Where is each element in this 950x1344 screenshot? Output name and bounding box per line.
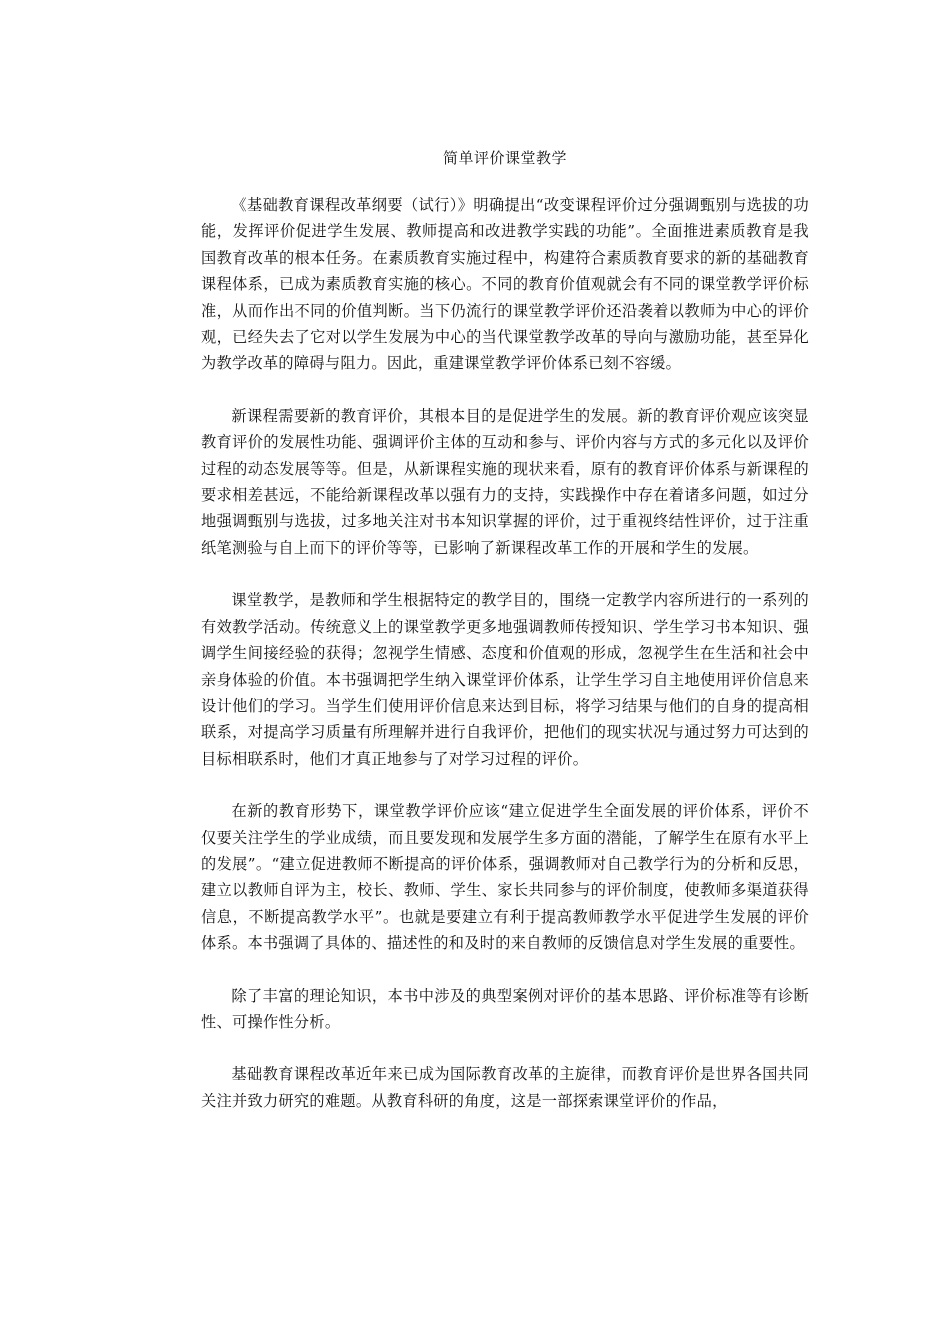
paragraph-5: 除了丰富的理论知识，本书中涉及的典型案例对评价的基本思路、评价标准等有诊断性、可操作性分析。 <box>201 986 809 1031</box>
paragraph-4: 在新的教育形势下，课堂教学评价应该“建立促进学生全面发展的评价体系，评价不仅要关注学生的学业成绩，而且要发现和发展学生多方面的潜能，了解学生在原有水平上的发展”。“建立促进教师不断提高的评价体系，强调教师对自己教学行为的分析和反思，建立以教师自评为主，校长、教师、学生、家长共同参与的评价制度，使教师多渠道获得信息，不断提高教学水平”。也就是要建立有利于提高教师教学水平促进学生发展的评价体系。本书强调了具体的、描述性的和及时的来自教师的反馈信息对学生发展的重要性。 <box>201 802 809 953</box>
document-page <box>201 148 809 1140</box>
paragraph-1: 《基础教育课程改革纲要（试行）》明确提出“改变课程评价过分强调甄别与选拔的功能，发挥评价促进学生发展、教师提高和改进教学实践的功能”。全面推进素质教育是我国教育改革的根本任务。在素质教育实施过程中，构建符合素质教育要求的新的基础教育课程体系，已成为素质教育实施的核心。不同的教育价值观就会有不同的课堂教学评价标准，从而作出不同的价值判断。当下仍流行的课堂教学评价还沿袭着以教师为中心的评价观，已经失去了它对以学生发展为中心的当代课堂教学改革的导向与激励功能，甚至异化为教学改革的障碍与阻力。因此，重建课堂教学评价体系已刻不容缓。 <box>201 196 809 373</box>
paragraph-6: 基础教育课程改革近年来已成为国际教育改革的主旋律，而教育评价是世界各国共同关注并致力研究的难题。从教育科研的角度，这是一部探索课堂评价的作品， <box>201 1065 809 1110</box>
document-title: 简单评价课堂教学 <box>442 149 567 167</box>
paragraph-3: 课堂教学，是教师和学生根据特定的教学目的，围绕一定教学内容所进行的一系列的有效教学活动。传统意义上的课堂教学更多地强调教师传授知识、学生学习书本知识、强调学生间接经验的获得；忽视学生情感、态度和价值观的形成，忽视学生在生活和社会中亲身体验的价值。本书强调把学生纳入课堂评价体系，让学生学习自主地使用评价信息来设计他们的学习。当学生们使用评价信息来达到目标，将学习结果与他们的自身的提高相联系，对提高学习质量有所理解并进行自我评价，把他们的现实状况与通过努力可达到的目标相联系时，他们才真正地参与了对学习过程的评价。 <box>201 591 809 768</box>
paragraph-2: 新课程需要新的教育评价，其根本目的是促进学生的发展。新的教育评价观应该突显教育评价的发展性功能、强调评价主体的互动和参与、评价内容与方式的多元化以及评价过程的动态发展等等。但是，从新课程实施的现状来看，原有的教育评价体系与新课程的要求相差甚远，不能给新课程改革以强有力的支持，实践操作中存在着诸多问题，如过分地强调甄别与选拔，过多地关注对书本知识掌握的评价，过于重视终结性评价，过于注重纸笔测验与自上而下的评价等等，已影响了新课程改革工作的开展和学生的发展。 <box>201 406 809 557</box>
